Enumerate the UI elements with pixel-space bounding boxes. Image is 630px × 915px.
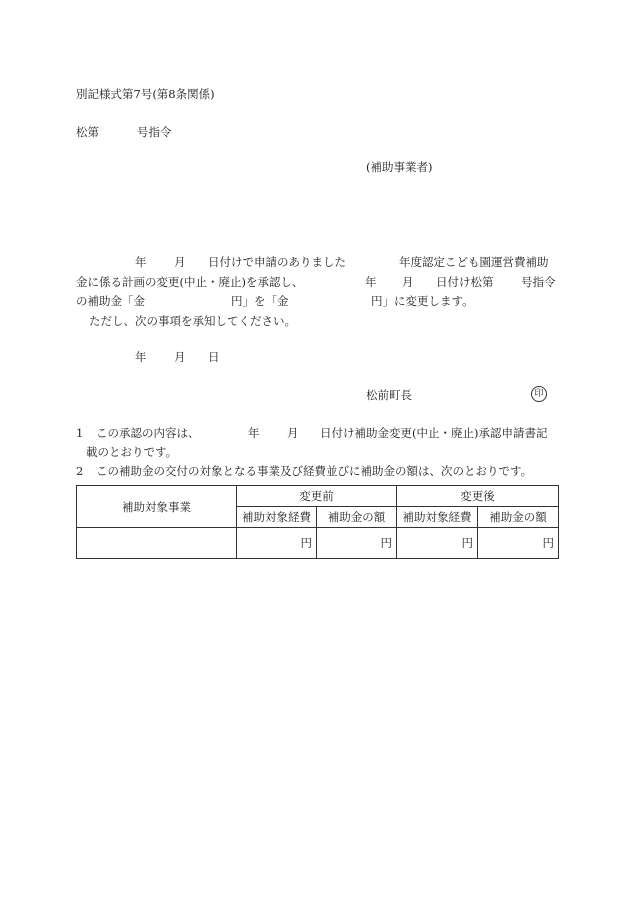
header-before: 変更前 <box>237 486 397 507</box>
note1-number: 1 <box>76 426 84 440</box>
doc-number-suffix: 号指令 <box>137 125 172 139</box>
header-after: 変更後 <box>397 486 559 507</box>
line3-text1: の補助金「金 <box>76 294 145 308</box>
line2-text1: 金に係る計画の変更(中止・廃止)を承認し、 <box>76 275 304 289</box>
line1-text1: 日付けで申請のありました <box>208 255 346 269</box>
note1-text1: この承認の内容は、 <box>96 426 200 440</box>
note1-continuation: 載のとおりです。 <box>86 445 178 459</box>
date-day: 日 <box>208 350 220 364</box>
line2-text2: 日付け松第 <box>436 275 494 289</box>
header-project: 補助対象事業 <box>77 486 237 528</box>
recipient-label: (補助事業者) <box>366 160 433 174</box>
date-year: 年 <box>135 350 147 364</box>
line3-text2: 円」を「金 <box>231 294 289 308</box>
cell-before-amount: 円 <box>317 528 397 559</box>
line3-text3: 円」に変更します。 <box>371 294 474 308</box>
note1-text2: 日付け補助金変更(中止・廃止)承認申請書記 <box>320 426 548 440</box>
header-after-cost: 補助対象経費 <box>397 507 478 528</box>
form-label: 別記様式第7号(第8条関係) <box>76 87 215 101</box>
note2-text: この補助金の交付の対象となる事業及び経費並びに補助金の額は、次のとおりです。 <box>96 464 533 478</box>
cell-before-cost: 円 <box>237 528 317 559</box>
line1-year: 年 <box>135 255 147 269</box>
date-month: 月 <box>174 350 186 364</box>
cell-project <box>77 528 237 559</box>
line2-year: 年 <box>365 275 377 289</box>
doc-number-prefix: 松第 <box>76 125 99 139</box>
line2-month: 月 <box>402 275 414 289</box>
line1-month: 月 <box>174 255 186 269</box>
seal-mark: 印 <box>531 386 547 402</box>
header-before-amount: 補助金の額 <box>317 507 397 528</box>
note1-year: 年 <box>248 426 260 440</box>
cell-after-amount: 円 <box>478 528 559 559</box>
note2-number: 2 <box>76 464 84 478</box>
header-before-cost: 補助対象経費 <box>237 507 317 528</box>
note1-month: 月 <box>287 426 299 440</box>
line1-text2: 年度認定こども園運営費補助 <box>399 255 549 269</box>
header-after-amount: 補助金の額 <box>478 507 559 528</box>
subsidy-table <box>76 485 559 559</box>
signature-title: 松前町長 <box>366 388 412 402</box>
line4-proviso: ただし、次の事項を承知してください。 <box>89 314 296 328</box>
line2-text3: 号指令 <box>521 275 556 289</box>
cell-after-cost: 円 <box>397 528 478 559</box>
